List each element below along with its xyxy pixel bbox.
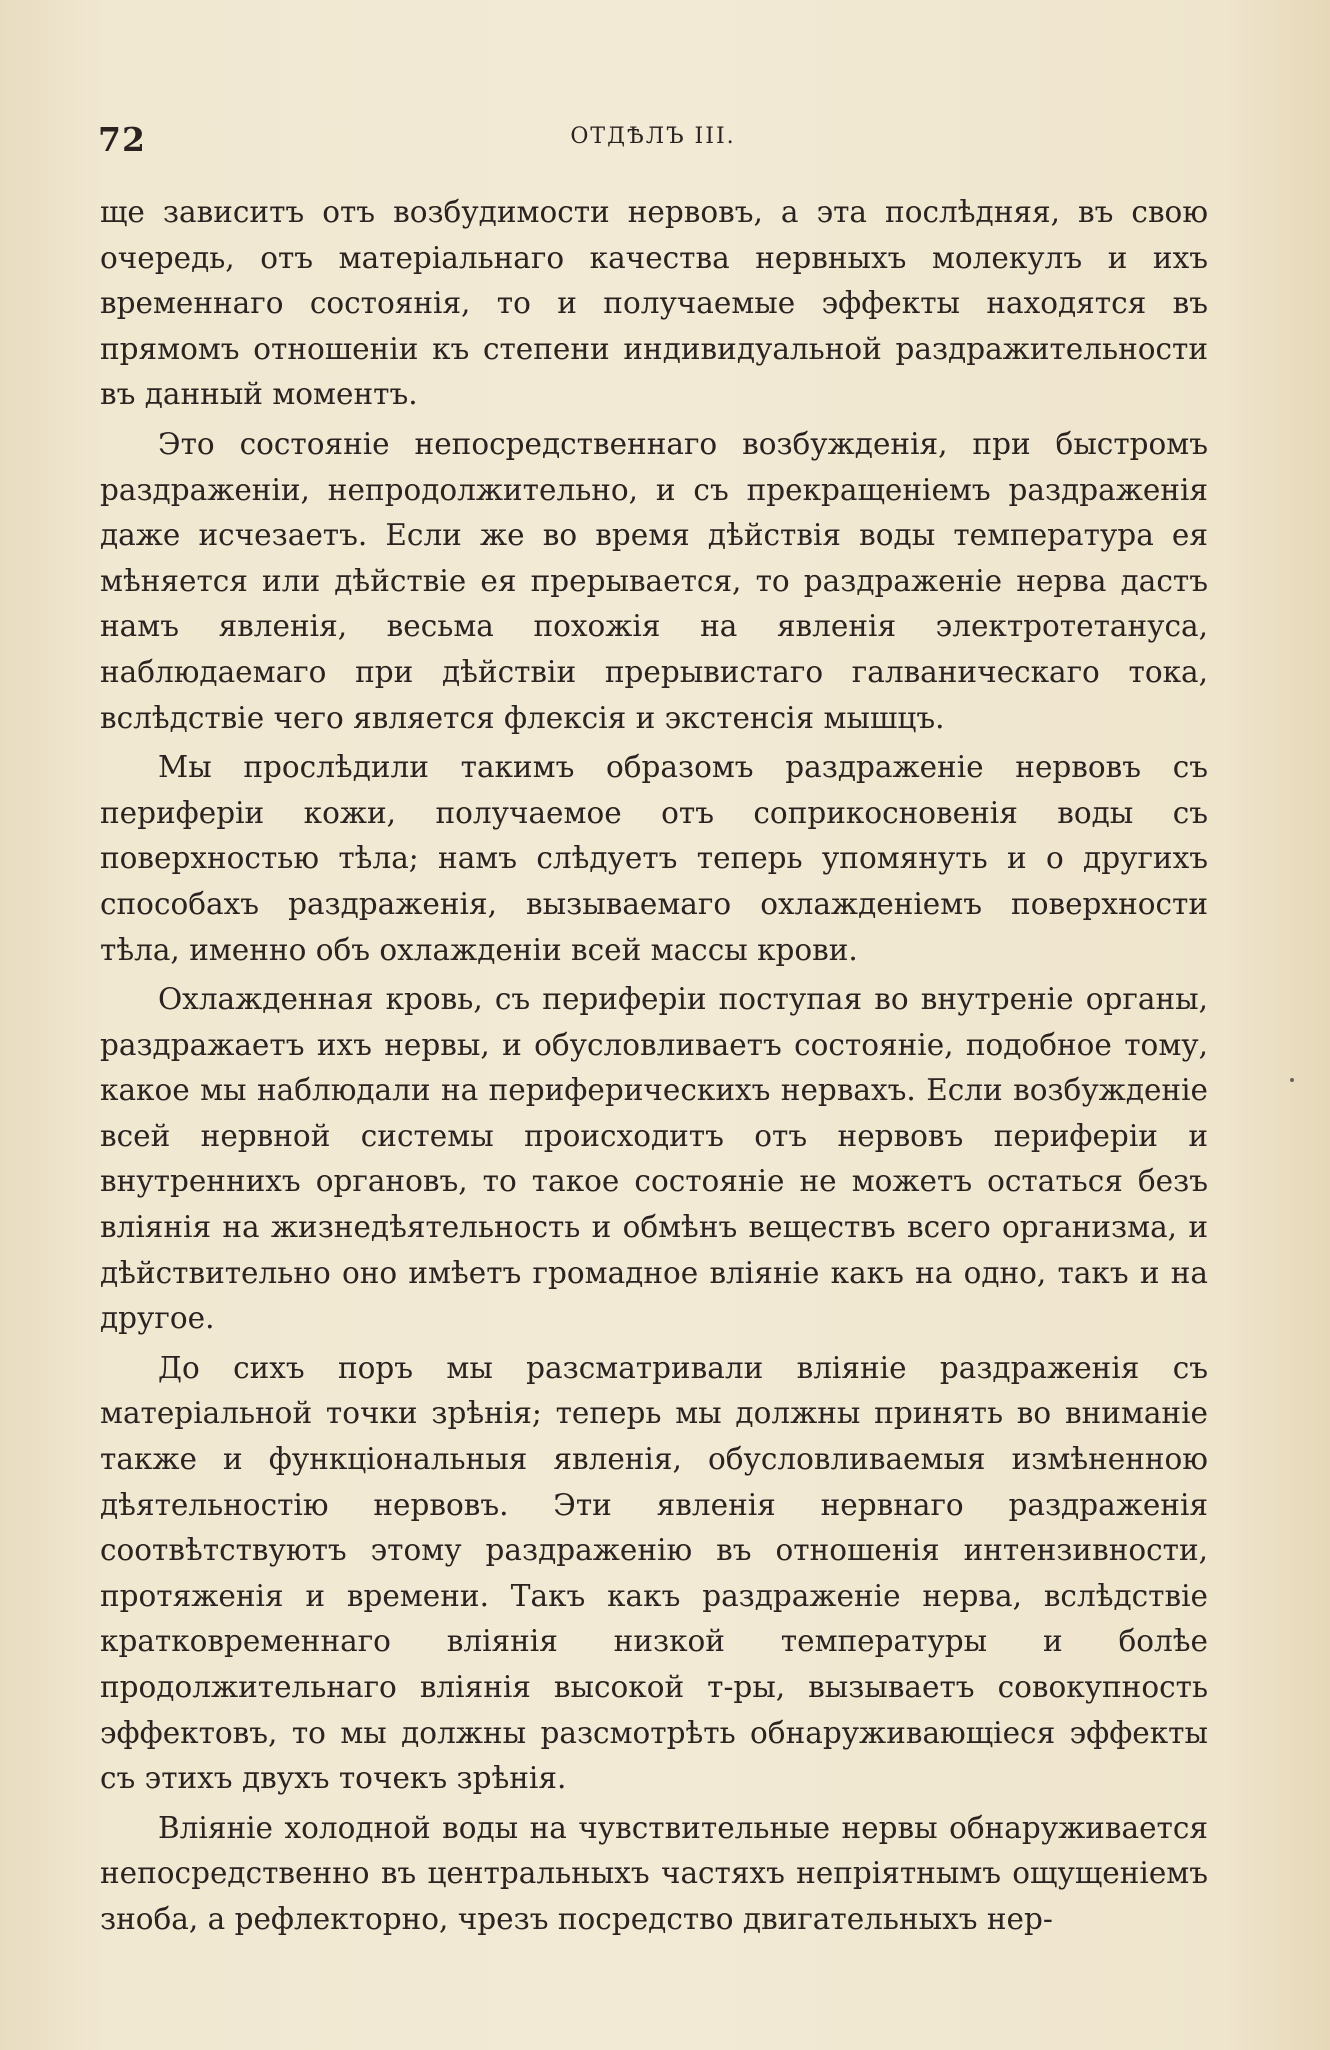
paragraph: Охлажденная кровь, съ периферіи поступая во внутреніе органы, раздражаетъ ихъ нервы, и обусловливаетъ состояніе, подобное тому, какое мы наблюдали на периферическихъ нервахъ. Если возбужденіе всей нервной системы происходитъ отъ нервовъ периферіи и внутреннихъ органовъ, то такое состояніе не можетъ остаться безъ вліянія на жизнедѣятельность и обмѣнъ веществъ всего организма, и дѣйствительно оно имѣетъ громадное вліяніе какъ на одно, такъ и на другое. bbox=[100, 982, 1208, 1336]
paragraph: Мы прослѣдили такимъ образомъ раздраженіе нервовъ съ периферіи кожи, получаемое отъ соприкосновенія воды съ поверхностью тѣла; намъ слѣдуетъ теперь упомянуть и о другихъ способахъ раздраженія, вызываемаго охлажденіемъ поверхности тѣла, именно объ охлажденіи всей массы крови. bbox=[100, 750, 1208, 967]
ink-speck bbox=[1290, 1078, 1294, 1082]
paragraph: ще зависитъ отъ возбудимости нервовъ, а эта послѣдняя, въ свою очередь, отъ матеріальнаго качества нервныхъ молекулъ и ихъ временнаго состоянія, то и получаемые эффекты находятся въ прямомъ отношеніи къ степени индивидуальной раздражительности въ данный моментъ. bbox=[100, 195, 1208, 412]
paragraph: Это состояніе непосредственнаго возбужденія, при быстромъ раздраженіи, непродолжительно, и съ прекращеніемъ раздраженія даже исчезаетъ. Если же во время дѣйствія воды температура ея мѣняется или дѣйствіе ея прерывается, то раздраженіе нерва дастъ намъ явленія, весьма похожія на явленія электротетануса, наблюдаемаго при дѣйствіи прерывистаго галваническаго тока, вслѣдствіе чего является флексія и экстенсія мышцъ. bbox=[100, 426, 1208, 735]
running-head: ОТДѢЛЪ III. bbox=[570, 124, 736, 149]
page-number: 72 bbox=[98, 120, 146, 159]
paragraph: До сихъ поръ мы разсматривали вліяніе раздраженія съ матеріальной точки зрѣнія; теперь мы должны принять во вниманіе также и функціональныя явленія, обусловливаемыя измѣненною дѣятельностію нервовъ. Эти явленія нервнаго раздраженія соотвѣтствуютъ этому раздраженію въ отношенія интензивности, протяженія и времени. Такъ какъ раздраженіе нерва, вслѣдствіе кратковременнаго вліянія низкой температуры и болѣе продолжительнаго вліянія высокой т-ры, вызываетъ совокупность эффектовъ, то мы должны разсмотрѣть обнаруживающіеся эффекты съ этихъ двухъ точекъ зрѣнія. bbox=[100, 1350, 1208, 1796]
body-text bbox=[100, 190, 1208, 1947]
page-header bbox=[98, 118, 1208, 168]
paragraph: Вліяніе холодной воды на чувствительные нервы обнаруживается непосредственно въ центральныхъ частяхъ непріятнымъ ощущеніемъ зноба, а рефлекторно, чрезъ посредство двигательныхъ нер- bbox=[100, 1810, 1208, 1936]
